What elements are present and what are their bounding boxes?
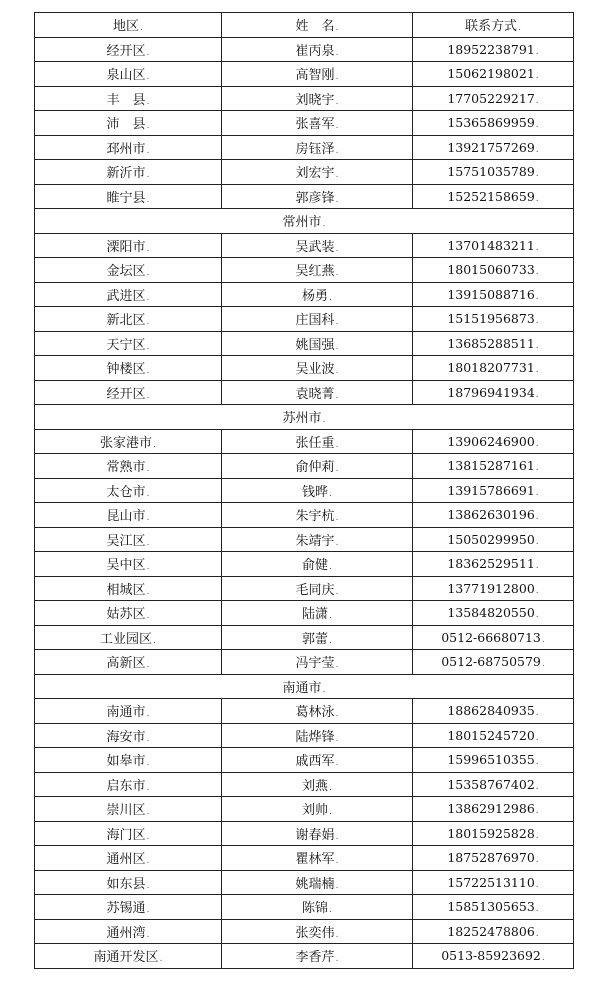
table-row bbox=[35, 429, 574, 454]
table-row bbox=[35, 576, 574, 601]
table-row bbox=[35, 748, 574, 773]
name-cell: 房钰泽. bbox=[222, 135, 413, 160]
region-cell: 南通市. bbox=[35, 699, 222, 724]
table-row bbox=[35, 62, 574, 87]
phone-cell: 18752876970. bbox=[413, 846, 574, 871]
header-name: 姓 名. bbox=[222, 13, 413, 38]
table-row bbox=[35, 797, 574, 822]
city-header-row bbox=[35, 209, 574, 234]
header-contact: 联系方式. bbox=[413, 13, 574, 38]
table-row bbox=[35, 331, 574, 356]
region-cell: 邳州市. bbox=[35, 135, 222, 160]
name-cell: 李香芹. bbox=[222, 944, 413, 969]
phone-cell: 13906246900. bbox=[413, 429, 574, 454]
region-cell: 睢宁县. bbox=[35, 184, 222, 209]
region-cell: 新沂市. bbox=[35, 160, 222, 185]
name-cell: 刘宏宇. bbox=[222, 160, 413, 185]
name-cell: 毛同庆. bbox=[222, 576, 413, 601]
region-cell: 相城区. bbox=[35, 576, 222, 601]
region-cell: 金坛区. bbox=[35, 258, 222, 283]
phone-cell: 18862840935. bbox=[413, 699, 574, 724]
region-cell: 高新区. bbox=[35, 650, 222, 675]
region-cell: 昆山市. bbox=[35, 503, 222, 528]
name-cell: 张任重. bbox=[222, 429, 413, 454]
city-header-row bbox=[35, 405, 574, 430]
region-cell: 太仓市. bbox=[35, 478, 222, 503]
region-cell: 海门区. bbox=[35, 821, 222, 846]
phone-cell: 15050299950. bbox=[413, 527, 574, 552]
table-row bbox=[35, 380, 574, 405]
region-cell: 工业园区. bbox=[35, 625, 222, 650]
region-cell: 崇川区. bbox=[35, 797, 222, 822]
phone-cell: 15851305653. bbox=[413, 895, 574, 920]
table-body bbox=[35, 13, 574, 969]
name-cell: 戚西军. bbox=[222, 748, 413, 773]
name-cell: 刘晓宇. bbox=[222, 86, 413, 111]
region-cell: 常熟市. bbox=[35, 454, 222, 479]
phone-cell: 18252478806. bbox=[413, 919, 574, 944]
region-cell: 如东县. bbox=[35, 870, 222, 895]
region-cell: 张家港市. bbox=[35, 429, 222, 454]
phone-cell: 13915786691. bbox=[413, 478, 574, 503]
phone-cell: 13771912800. bbox=[413, 576, 574, 601]
table-row bbox=[35, 282, 574, 307]
name-cell: 高智刚. bbox=[222, 62, 413, 87]
name-cell: 俞仲莉. bbox=[222, 454, 413, 479]
name-cell: 崔丙泉. bbox=[222, 37, 413, 62]
table-row bbox=[35, 160, 574, 185]
name-cell: 袁晓菁. bbox=[222, 380, 413, 405]
name-cell: 朱宇杭. bbox=[222, 503, 413, 528]
phone-cell: 13915088716. bbox=[413, 282, 574, 307]
table-row bbox=[35, 650, 574, 675]
name-cell: 谢春娟. bbox=[222, 821, 413, 846]
phone-cell: 15751035789. bbox=[413, 160, 574, 185]
table-row bbox=[35, 870, 574, 895]
table-row bbox=[35, 552, 574, 577]
name-cell: 吴红燕. bbox=[222, 258, 413, 283]
region-cell: 经开区. bbox=[35, 380, 222, 405]
name-cell: 陆潇. bbox=[222, 601, 413, 626]
table-row bbox=[35, 821, 574, 846]
phone-cell: 13701483211. bbox=[413, 233, 574, 258]
name-cell: 姚国强. bbox=[222, 331, 413, 356]
table-row bbox=[35, 772, 574, 797]
name-cell: 张喜军. bbox=[222, 111, 413, 136]
phone-cell: 15365869959. bbox=[413, 111, 574, 136]
region-cell: 海安市. bbox=[35, 723, 222, 748]
table-row bbox=[35, 86, 574, 111]
phone-cell: 15358767402. bbox=[413, 772, 574, 797]
region-cell: 经开区. bbox=[35, 37, 222, 62]
name-cell: 姚瑞楠. bbox=[222, 870, 413, 895]
region-cell: 苏锡通. bbox=[35, 895, 222, 920]
region-cell: 丰 县. bbox=[35, 86, 222, 111]
name-cell: 刘燕. bbox=[222, 772, 413, 797]
region-cell: 如皋市. bbox=[35, 748, 222, 773]
region-cell: 天宁区. bbox=[35, 331, 222, 356]
table-row bbox=[35, 601, 574, 626]
phone-cell: 15722513110. bbox=[413, 870, 574, 895]
name-cell: 张奕伟. bbox=[222, 919, 413, 944]
region-cell: 启东市. bbox=[35, 772, 222, 797]
table-row bbox=[35, 233, 574, 258]
table-row bbox=[35, 454, 574, 479]
region-cell: 南通开发区. bbox=[35, 944, 222, 969]
name-cell: 陈锦. bbox=[222, 895, 413, 920]
region-cell: 姑苏区. bbox=[35, 601, 222, 626]
phone-cell: 13862912986. bbox=[413, 797, 574, 822]
table-row bbox=[35, 503, 574, 528]
name-cell: 冯宇莹. bbox=[222, 650, 413, 675]
name-cell: 葛林泳. bbox=[222, 699, 413, 724]
name-cell: 郭蕾. bbox=[222, 625, 413, 650]
phone-cell: 18362529511. bbox=[413, 552, 574, 577]
name-cell: 吴武装. bbox=[222, 233, 413, 258]
region-cell: 泉山区. bbox=[35, 62, 222, 87]
table-row bbox=[35, 944, 574, 969]
table-row bbox=[35, 258, 574, 283]
phone-cell: 13921757269. bbox=[413, 135, 574, 160]
region-cell: 武进区. bbox=[35, 282, 222, 307]
name-cell: 刘帅. bbox=[222, 797, 413, 822]
table-row bbox=[35, 111, 574, 136]
region-cell: 通州湾. bbox=[35, 919, 222, 944]
phone-cell: 15151956873. bbox=[413, 307, 574, 332]
name-cell: 郭彦锋. bbox=[222, 184, 413, 209]
table-row bbox=[35, 184, 574, 209]
name-cell: 陆烨锋. bbox=[222, 723, 413, 748]
region-cell: 通州区. bbox=[35, 846, 222, 871]
name-cell: 俞健. bbox=[222, 552, 413, 577]
table-row bbox=[35, 846, 574, 871]
phone-cell: 17705229217. bbox=[413, 86, 574, 111]
city-name: 南通市. bbox=[35, 674, 574, 699]
name-cell: 朱靖宇. bbox=[222, 527, 413, 552]
city-name: 苏州市. bbox=[35, 405, 574, 430]
phone-cell: 18015060733. bbox=[413, 258, 574, 283]
name-cell: 庄国科. bbox=[222, 307, 413, 332]
table-row bbox=[35, 478, 574, 503]
city-header-row bbox=[35, 674, 574, 699]
phone-cell: 18018207731. bbox=[413, 356, 574, 381]
table-row bbox=[35, 307, 574, 332]
name-cell: 杨勇. bbox=[222, 282, 413, 307]
contact-table-page bbox=[34, 12, 570, 969]
phone-cell: 15252158659. bbox=[413, 184, 574, 209]
table-header-row bbox=[35, 13, 574, 38]
phone-cell: 13815287161. bbox=[413, 454, 574, 479]
region-cell: 吴中区. bbox=[35, 552, 222, 577]
region-cell: 吴江区. bbox=[35, 527, 222, 552]
table-row bbox=[35, 895, 574, 920]
table-row bbox=[35, 527, 574, 552]
region-cell: 钟楼区. bbox=[35, 356, 222, 381]
table-row bbox=[35, 699, 574, 724]
header-region: 地区. bbox=[35, 13, 222, 38]
phone-cell: 18952238791. bbox=[413, 37, 574, 62]
name-cell: 钱晔. bbox=[222, 478, 413, 503]
table-row bbox=[35, 135, 574, 160]
phone-cell: 15062198021. bbox=[413, 62, 574, 87]
city-name: 常州市. bbox=[35, 209, 574, 234]
phone-cell: 18015245720. bbox=[413, 723, 574, 748]
name-cell: 吴业波. bbox=[222, 356, 413, 381]
table-row bbox=[35, 356, 574, 381]
phone-cell: 13862630196. bbox=[413, 503, 574, 528]
region-cell: 新北区. bbox=[35, 307, 222, 332]
phone-cell: 13685288511. bbox=[413, 331, 574, 356]
phone-cell: 18015925828. bbox=[413, 821, 574, 846]
table-row bbox=[35, 723, 574, 748]
contact-table bbox=[34, 12, 574, 969]
region-cell: 溧阳市. bbox=[35, 233, 222, 258]
phone-cell: 13584820550. bbox=[413, 601, 574, 626]
table-row bbox=[35, 919, 574, 944]
table-row bbox=[35, 37, 574, 62]
phone-cell: 0513-85923692. bbox=[413, 944, 574, 969]
region-cell: 沛 县. bbox=[35, 111, 222, 136]
phone-cell: 18796941934. bbox=[413, 380, 574, 405]
table-row bbox=[35, 625, 574, 650]
phone-cell: 15996510355. bbox=[413, 748, 574, 773]
phone-cell: 0512-66680713. bbox=[413, 625, 574, 650]
phone-cell: 0512-68750579. bbox=[413, 650, 574, 675]
name-cell: 瞿林军. bbox=[222, 846, 413, 871]
